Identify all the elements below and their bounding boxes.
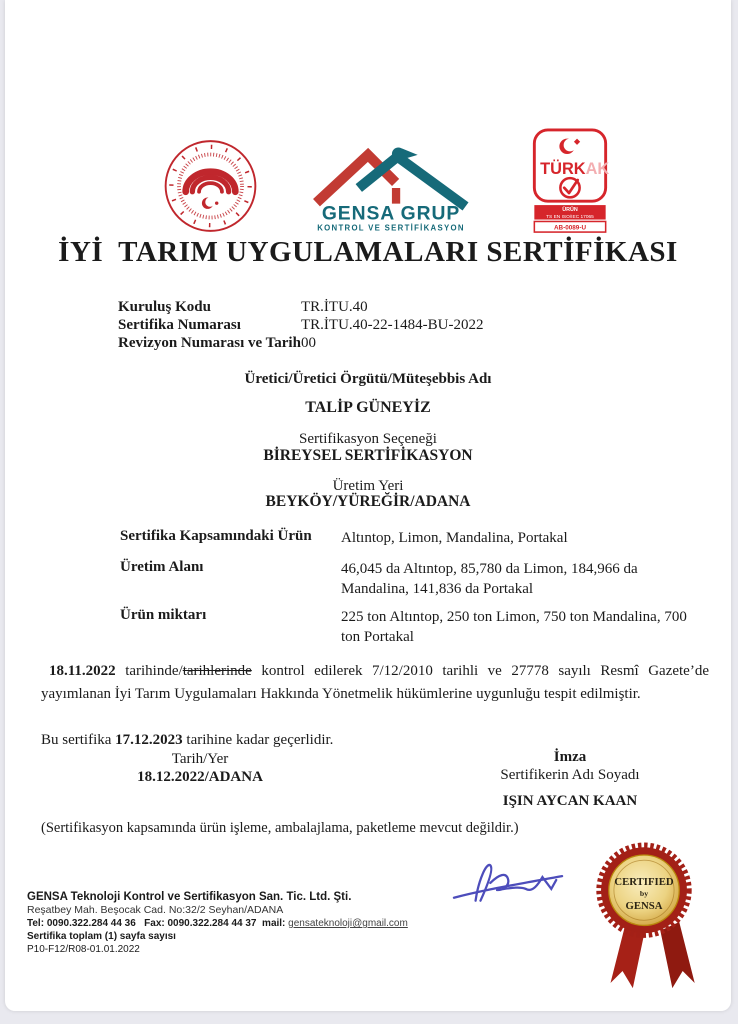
certified-medal [583, 840, 705, 998]
meta-value: TR.İTU.40 [301, 299, 368, 315]
turkak-accreditation-no: AB-0089-U [553, 224, 587, 232]
meta-fields [118, 298, 678, 352]
document-code: P10-F12/R08-01.01.2022 [27, 944, 140, 955]
meta-value: TR.İTU.40-22-1484-BU-2022 [301, 317, 484, 333]
scope-product-value: Altıntop, Limon, Mandalina, Portakal [341, 530, 568, 546]
certification-option-value: BİREYSEL SERTİFİKASYON [263, 447, 473, 464]
certification-option-label: Sertifikasyon Seçeneği [299, 431, 437, 447]
signer-title: Sertifikerin Adı Soyadı [500, 767, 640, 783]
inspection-date: 18.11.2022 [49, 663, 116, 679]
meta-label: Kuruluş Kodu [118, 299, 211, 315]
gensa-logo-text: GENSA GRUP [321, 203, 461, 225]
production-area-value: 46,045 da Altıntop, 85,780 da Limon, 184,966 da Mandalina, 141,836 da Portakal [341, 561, 638, 597]
product-quantity-value: 225 ton Altıntop, 250 ton Limon, 750 ton Mandalina, 700 ton Portakal [341, 609, 687, 645]
medal-line1: CERTIFIED [614, 876, 674, 889]
gensa-logo-subtext: KONTROL VE SERTİFİKASYON [317, 223, 465, 233]
turkak-box-line1: ÜRÜN [562, 207, 578, 214]
producer-heading: Üretici/Üretici Örgütü/Müteşebbis Adı [244, 371, 492, 387]
production-place-value: BEYKÖY/YÜREĞİR/ADANA [265, 493, 471, 510]
mail-label: mail: [262, 918, 286, 929]
issuer-address: Reşatbey Mah. Beşocak Cad. No:32/2 Seyhan/ADANA [27, 904, 284, 916]
production-place-label: Üretim Yeri [332, 478, 404, 494]
product-quantity-label: Ürün miktarı [120, 607, 207, 623]
issuer-contact-line [27, 917, 447, 930]
validity-text: tarihine kadar geçerlidir. [182, 732, 334, 748]
medal-line3: GENSA [625, 900, 663, 913]
compliance-statement [41, 660, 709, 706]
meta-label: Sertifika Numarası [118, 317, 241, 333]
meta-label: Revizyon Numarası ve Tarih [118, 335, 301, 351]
date-place-label: Tarih/Yer [171, 751, 229, 767]
mail-link[interactable]: gensateknoloji@gmail.com [288, 918, 408, 929]
medal-line2: by [639, 889, 649, 899]
validity-date: 17.12.2023 [115, 732, 183, 748]
scope-product-label: Sertifika Kapsamındaki Ürün [120, 528, 312, 544]
meta-row-sertifika-no [118, 316, 678, 334]
issuer-company-name: GENSA Teknoloji Kontrol ve Sertifikasyon San. Tic. Ltd. Şti. [27, 891, 352, 903]
turkak-text-bold: TÜRK [540, 160, 586, 179]
scope-exclusion-note: (Sertifikasyon kapsamında ürün işleme, ambalajlama, paketleme mevcut değildir.) [41, 820, 519, 836]
production-area-label: Üretim Alanı [120, 559, 204, 575]
validity-text: Bu sertifika [41, 732, 116, 748]
fax-number: 0090.322.284 44 37 [167, 918, 257, 929]
meta-row-kurulus-kodu [118, 298, 678, 316]
meta-value: 00 [301, 335, 316, 351]
tel-number: 0090.322.284 44 36 [46, 918, 136, 929]
issuer-footer [27, 890, 447, 956]
statement-text: tarihinde/ [115, 663, 183, 679]
statement-text: kontrol edilerek 7/12/2010 tarihli ve 27778 sayılı Resmî Gazete’de yayımlanan İyi Tarım Uygulamaları Hakkında Yönetmelik hükümlerine uygunluğu tespit edilmiştir. [41, 663, 709, 702]
turkak-box-line2: TS EN ISO/IEC 17065 [546, 214, 594, 220]
turkak-accreditation-mark [517, 128, 623, 234]
signer-name: IŞIN AYCAN KAAN [502, 793, 638, 809]
producer-name: TALİP GÜNEYİZ [305, 399, 431, 416]
certificate-title: İYİ TARIM UYGULAMALARI SERTİFİKASI [58, 236, 678, 268]
struck-word: tarihlerinde [182, 663, 252, 679]
page-count-note: Sertifika toplam (1) sayfa sayısı [27, 931, 176, 942]
tel-label: Tel: [27, 918, 45, 929]
fax-label: Fax: [144, 918, 165, 929]
meta-row-revizyon [118, 334, 678, 352]
date-place-block [95, 750, 305, 786]
ministry-seal-icon [158, 137, 263, 235]
turkak-text-light: AK [585, 160, 610, 179]
signature-label: İmza [553, 749, 587, 765]
signature-block [455, 748, 685, 810]
handwritten-signature [450, 856, 568, 908]
gensa-grup-logo [300, 142, 482, 234]
certificate-page [5, 0, 731, 1011]
date-place-value: 18.12.2022/ADANA [137, 769, 263, 785]
svg-text:TÜRKAK [540, 159, 609, 178]
